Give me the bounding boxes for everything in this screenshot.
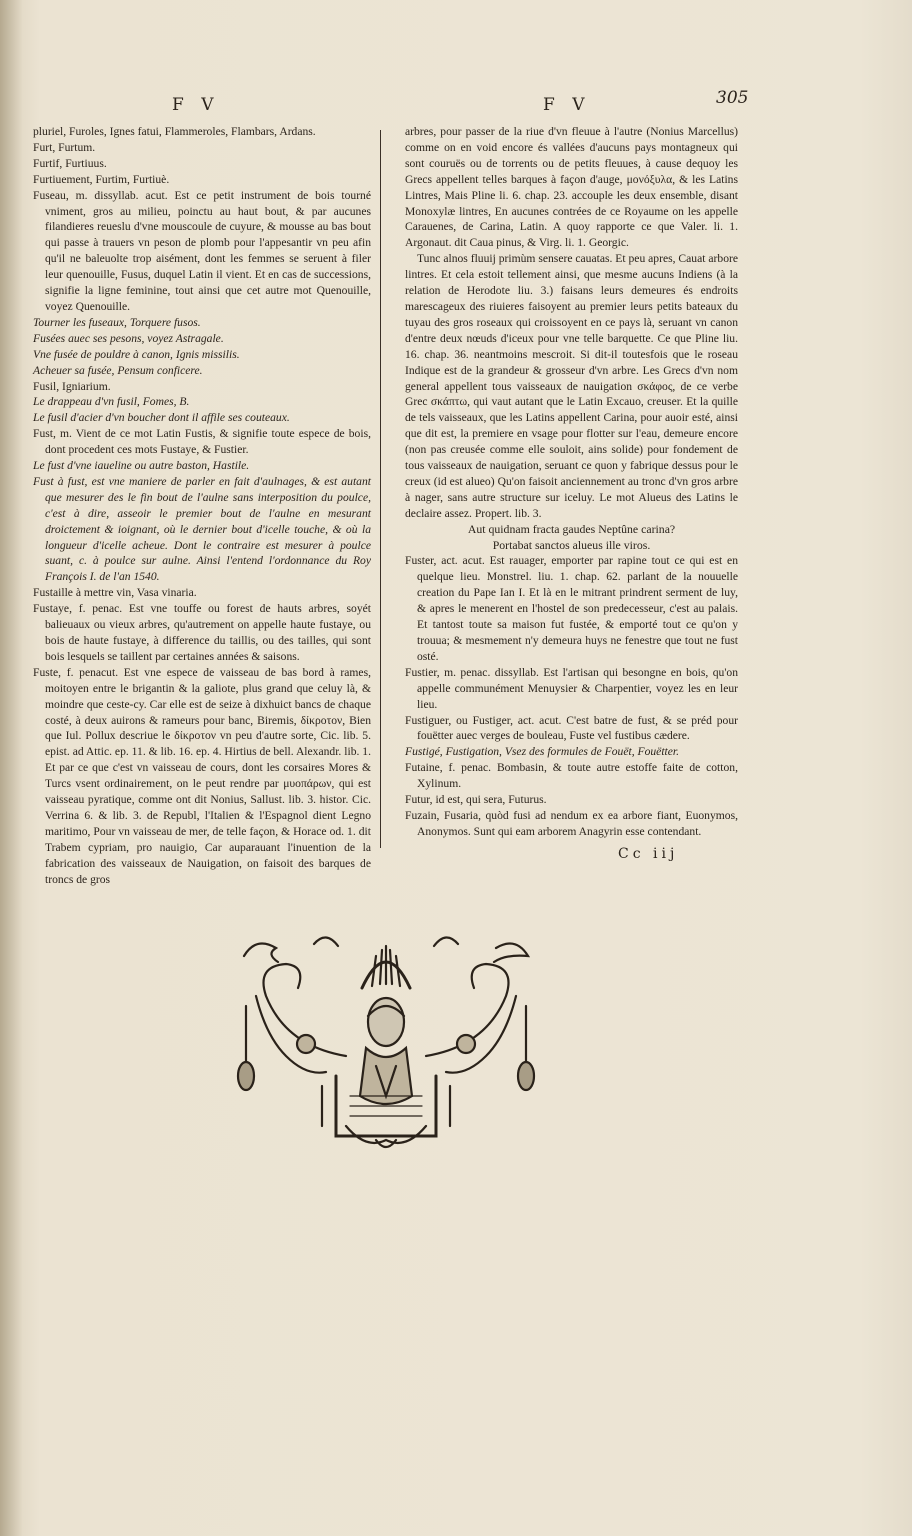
- dictionary-entry: Tourner les fuseaux, Torquere fusos.: [33, 315, 201, 329]
- verse-line: Aut quidnam fracta gaudes Neptûne carina?: [467, 521, 676, 536]
- dictionary-entry: Furt, Furtum.: [33, 140, 96, 154]
- right-column: [405, 124, 738, 840]
- dictionary-entry: Fustaye, f. penac. Est vne touffe ou forest de hauts arbres, soyét balieuaux ou vieux arbres, qu'autrement on appelle haute fustaye, ou bois de haute fustaye, à difference du taillis, ou des tailles, qui sont bois lesquels se taillent par certaines années & saisons.: [33, 602, 371, 663]
- dictionary-entry: Acheuer sa fusée, Pensum conficere.: [33, 363, 203, 377]
- dictionary-entry: Fuzain, Fusaria, quòd fusi ad nendum ex ea arbore fiant, Euonymos, Anonymos. Sunt qui eam arborem Anagyrin esse contendant.: [405, 808, 738, 838]
- dictionary-entry: Furtif, Furtiuus.: [33, 156, 107, 170]
- dictionary-entry: Fustigé, Fustigation, Vsez des formules de Fouët, Fouëtter.: [405, 745, 680, 759]
- dictionary-entry: Fustiguer, ou Fustiger, act. acut. C'est batre de fust, & se préd pour fouëtter auec verges de bouleau, Fuste vel fustibus cædere.: [405, 713, 738, 743]
- dictionary-entry: Le fust d'vne iaueline ou autre baston, Hastile.: [33, 459, 250, 473]
- dictionary-entry: Tunc alnos fluuij primùm sensere cauatas. Et peu apres, Cauat arbore lintres. Et cela estoit tellement ainsi, que mesme aucuns Indiens (à la relation de Herodote liu. 3.) faisans leurs demeures és endroits marescageux des riuieres faisoyent au premier leurs petits bateaux du tuyau des gros roseaux qui croissoyent en ce pays là, seruant vn canon d'entre deux nœuds d'iceux pour vne telle barquette. Ce que Pline liu. 16. chap. 36. neantmoins mescroit. Si dit-il toutesfois que le roseau Indique est de la grandeur & grosseur d'vn arbre. Les Grecs d'vn nom general appellent tous vaisseaux de nauigation σκάφος, de ce verbe Grec σκάπτω, qui vaut autant que le Latin Excauo, creuser. Et la quille de tels vaisseaux, que les Latins appellent Carina, pour auoir esté, ainsi que dit est, la premiere en vsage pour flotter sur l'eau, demeure encore (non pas creusée comme elle souloit, ains solide) pour fondement de tous vaisseaux de nauigation, seruant ce quon y fabrique dessus pour le creux (id est alueo) Qu'on faisoit anciennement au tronc d'vn gros arbre à nager, sans autre structure sur iceluy. Le mot Alueus des Latins le declaire assez. Propert. lib. 3.: [405, 252, 738, 520]
- dictionary-entry: Fustier, m. penac. dissyllab. Est l'artisan qui besongne en bois, qu'on appelle communément Menuysier & Charpentier, voyez les en leur lieu.: [405, 665, 738, 711]
- dictionary-entry: Fust à fust, est vne maniere de parler en fait d'aulnages, & est autant que mesurer des le fin bout de l'aulne sans interposition du poulce, c'est à dire, asseoir le premier bout de l'aulne en mesurant droictement & ioignant, où le dernier bout d'icelle touche, & où la longueur d'icelle acheue. Dont le contraire est mesurer à poulce suant, c. à poulce sur aulne. Ainsi l'entend l'ordonnance du Roy François I. de l'an 1540.: [33, 474, 371, 584]
- dictionary-entry: Futaine, f. penac. Bombasin, & toute autre estoffe faite de cotton, Xylinum.: [405, 761, 738, 791]
- dictionary-entry: arbres, pour passer de la riue d'vn fleuue à l'autre (Nonius Marcellus) comme on en void encore és vallées d'aucuns pays montagneux qui sont couruës ou de torrents ou de petits fleuues, à cause dequoy les Grecs appellent telles barques à façon d'auge, μονόξυλα, & les Latins Lintres, Mais Pline li. 6. chap. 23. accouple les deux ensemble, disant Monoxylæ lintres, En aucunes contrées de ce Royaume on les appelle Carauenes, de Carina, Latin. A quoy rapporte ce que Valer. li. 1. Argonaut. dit Caua pinus, & Virg. li. 1. Georgic.: [405, 125, 738, 250]
- column-rule: [380, 130, 381, 848]
- signature-mark: Cc iij: [618, 846, 679, 862]
- dictionary-entry: Vne fusée de pouldre à canon, Ignis missilis.: [33, 347, 240, 361]
- dictionary-entry: Fuster, act. acut. Est rauager, emporter par rapine tout ce qui est en quelque lieu. Monstrel. liu. 1. chap. 62. parlant de la nouuelle creation du Pape Ian I. Et là en le mitrant prindrent serment de luy, & apres le menerent en l'hostel de son predecesseur, c'est au palais. Et tantost toute sa maison fut fustée, & emporté tout ce qu'on y trouua; & mesmement n'y demeura huys ne fenestre que tout ne fust osté.: [405, 554, 738, 663]
- woodcut-ornament: [226, 926, 546, 1158]
- dictionary-entry: Furtiuement, Furtim, Furtiuè.: [33, 172, 170, 186]
- dictionary-entry: Fuseau, m. dissyllab. acut. Est ce petit instrument de bois tourné vniment, gros au milieu, poinctu au haut bout, & par aucunes filandieres reueslu d'vne mouscoule de cuyure, & mousse au bas bout qui passe à trauers vn peson de plomb pour l'appesantir vn peu afin qu'il ne baleuolte trop aisément, dont les femmes se seruent à filer leur quenouille, Fusus, duquel Latin il vient. Et en cas de successions, signifie la ligne feminine, tout ainsi que cet autre mot Quenouille, voyez Quenouille.: [33, 188, 371, 313]
- gutter-shadow: [0, 0, 22, 1536]
- dictionary-entry: Fuste, f. penacut. Est vne espece de vaisseau de bas bord à rames, moitoyen entre le brigantin & la galiote, plus grand que celuy là, & moindre que ceste-cy. Car elle est de seize à dixhuict bancs de chaque costé, à deux auirons & rameurs pour banc, Biremis, δίκροτον, Bien que Iul. Pollux descriue le δίκροτον vn peu d'autre sorte, Cic. lib. 5. epist. ad Attic. ep. 11. & lib. 16. ep. 4. Hirtius de bell. Alexandr. lib. 1. Et par ce que c'est vn vaisseau de cours, dont les corsaires Mores & Turcs vsent ordinairement, on le peut rendre par μυοπάρων, qui est vaisseau pyratique, comme ont dit Nonius, Sallust. lib. 3. histor. Cic. Verrina 6. & lib. 3. de Republ, l'Italien & l'Espagnol dient Legno maritimo, Pour vn vaisseau de mer, de telle façon, & Horace od. 1. dit Trabem cypriam, pro nauigio, Car auparauant l'inuention de la fabrication des vaisseaux de Nauigation, on faisoit des barques de troncs de gros: [33, 665, 371, 886]
- dictionary-entry: pluriel, Furoles, Ignes fatui, Flammeroles, Flambars, Ardans.: [33, 125, 316, 138]
- verse-line: Portabat sanctos alueus ille viros.: [492, 537, 651, 552]
- running-head-right: F V: [543, 95, 591, 115]
- dictionary-entry: Fusil, Igniarium.: [33, 379, 111, 393]
- dictionary-entry: Fustaille à mettre vin, Vasa vinaria.: [33, 586, 197, 600]
- dictionary-entry: Fust, m. Vient de ce mot Latin Fustis, & signifie toute espece de bois, dont procedent ces mots Fustaye, & Fustier.: [33, 427, 371, 457]
- dictionary-entry: Le drappeau d'vn fusil, Fomes, B.: [33, 395, 190, 409]
- page-number: 305: [716, 88, 749, 108]
- left-column: [33, 124, 371, 888]
- running-head-left: F V: [172, 95, 220, 115]
- dictionary-entry: Le fusil d'acier d'vn boucher dont il affile ses couteaux.: [33, 411, 290, 425]
- dictionary-entry: Fusées auec ses pesons, voyez Astragale.: [33, 331, 224, 345]
- dictionary-entry: Futur, id est, qui sera, Futurus.: [405, 793, 547, 807]
